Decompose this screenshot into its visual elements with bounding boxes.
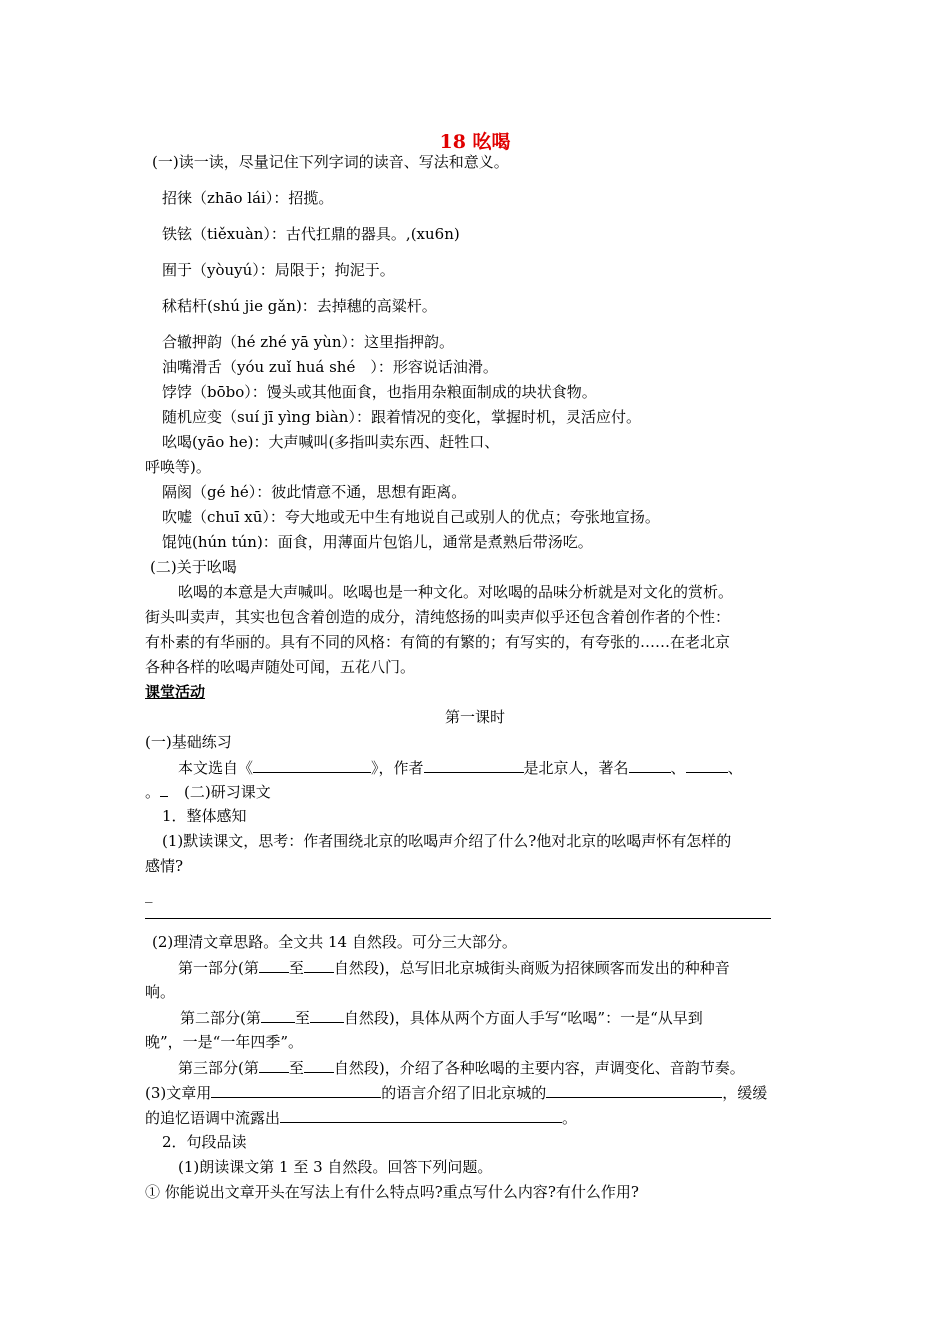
vocab-item: 隔阂（gé hé）：彼此情意不通，思想有距离。 [162,483,467,501]
vocab-item: 秫秸杆(shú jie gǎn)：去掉穗的高粱杆。 [162,297,437,315]
overall-heading: 1．整体感知 [162,807,247,825]
basic-heading: (一)基础练习 [145,733,232,751]
vocab-item: 招徕（zhāo lái）：招揽。 [162,189,334,207]
section1-heading: (一)读一读，尽量记住下列字词的读音、写法和意义。 [152,153,509,171]
question-line: (1)默读课文，思考：作者围绕北京的吆喝声介绍了什么?他对北京的吆喝声怀有怎样的 [162,832,732,850]
part-text: 至 [294,1009,310,1027]
part-text: 第三部分(第 [178,1059,259,1077]
part3-start-blank[interactable] [259,1057,289,1073]
question-line: 感情? [145,857,184,875]
vocab-item: 合辙押韵（hé zhé yā yùn）：这里指押韵。 [162,333,454,351]
basic-text: 》，作者 [371,759,424,777]
q3-text: 的语言介绍了旧北京城的 [381,1084,547,1102]
vocab-item: 吆喝(yāo he)：大声喊叫(多指叫卖东西、赶牲口、 [162,433,500,451]
lesson-title: 18 吆喝 [439,131,511,153]
content-blank[interactable] [546,1082,722,1098]
emotion-blank[interactable] [280,1107,562,1123]
part-text-line: 响。 [145,983,176,1001]
vocab-item-continued: 呼唤等)。 [145,458,211,476]
vocab-item: 囿于（yòuyú）：局限于；拘泥于。 [162,261,395,279]
part-text: 至 [288,1059,304,1077]
basic-text: 本文选自《 [178,759,254,777]
part-text: 至 [288,959,304,977]
answer-dash: _ [145,885,153,903]
question-line: (1)朗读课文第 1 至 3 自然段。回答下列问题。 [178,1158,493,1176]
part3-end-blank[interactable] [304,1057,334,1073]
part-text: 自然段)，介绍了各种吆喝的主要内容，声调变化、音韵节奏。 [333,1059,745,1077]
lesson-period-title: 第一课时 [444,708,505,726]
author-blank[interactable] [424,757,524,773]
part2-start-blank[interactable] [261,1007,295,1023]
question-line: (2)理清文章思路。全文共 14 自然段。可分三大部分。 [152,933,517,951]
part-text-line: 晚”，一是“一年四季”。 [145,1033,304,1051]
question-line: ① 你能说出文章开头在写法上有什么特点吗?重点写什么内容?有什么作用? [145,1183,639,1201]
basic-text: 、 [670,759,686,777]
q3-line-2 [145,1107,577,1128]
basic-fill-line [178,757,743,778]
q3-line [145,1082,767,1103]
basic-text: 是北京人，著名 [523,759,629,777]
part-text: 第二部分(第 [180,1009,261,1027]
part1-end-blank[interactable] [304,957,334,973]
reading-heading: 2．句段品读 [162,1133,247,1151]
basic-text: 、 [727,759,743,777]
language-style-blank[interactable] [211,1082,381,1098]
part2-line [180,1007,703,1028]
part-text: 自然段)，具体从两个方面人手写“吆喝”：一是“从早到 [343,1009,703,1027]
vocab-item: 随机应变（suí jī yìng biàn）：跟着情况的变化，掌握时机，灵活应付。 [162,408,641,426]
vocab-item: 铁铉（tiěxuàn）：古代扛鼎的器具。,(xu6n) [162,225,460,243]
vocab-item: 油嘴滑舌（yóu zuǐ huá shé ）：形容说话油滑。 [162,358,498,376]
activity-heading: 课堂活动 [145,683,206,701]
paragraph-line: 有朴素的有华丽的。具有不同的风格：有简的有繁的；有写实的，有夸张的……在老北京 [145,633,731,651]
book-title-blank[interactable] [253,757,371,773]
paragraph-line: 吆喝的本意是大声喊叫。吆喝也是一种文化。对吆喝的品味分析就是对文化的赏析。 [178,583,734,601]
title-blank-3[interactable] [160,781,168,797]
vocab-item: 吹嘘（chuī xū）：夸大地或无中生有地说自己或别人的优点；夸张地宣扬。 [162,508,660,526]
part-text: 第一部分(第 [178,959,259,977]
paragraph-line: 街头叫卖声，其实也包含着创造的成分，清纯悠扬的叫卖声似乎还包含着创作者的个性： [145,608,731,626]
vocab-item: 馄饨(hún tún)：面食，用薄面片包馅儿，通常是煮熟后带汤吃。 [162,533,593,551]
q3-text: 。 [562,1109,578,1127]
title-blank-1[interactable] [629,757,671,773]
paragraph-line: 各种各样的吆喝声随处可闻，五花八门。 [145,658,416,676]
section2-heading: (二)关于吆喝 [150,558,237,576]
basic-text: 。 [145,783,161,801]
q3-text: 的追忆语调中流露出 [145,1109,281,1127]
title-blank-2[interactable] [686,757,728,773]
vocab-item: 饽饽（bōbo）：馒头或其他面食，也指用杂粮面制成的块状食物。 [162,383,597,401]
part-text: 自然段)，总写旧北京城街头商贩为招徕顾客而发出的种种音 [333,959,730,977]
part2-end-blank[interactable] [310,1007,344,1023]
study-heading: (二)研习课文 [184,783,271,801]
q3-text: (3)文章用 [145,1084,212,1102]
part1-start-blank[interactable] [259,957,289,973]
part1-line [178,957,730,978]
q3-text: ，缓缓 [722,1084,768,1102]
basic-fill-line-2 [145,781,271,802]
part3-line [178,1057,745,1078]
answer-line[interactable] [145,918,771,919]
